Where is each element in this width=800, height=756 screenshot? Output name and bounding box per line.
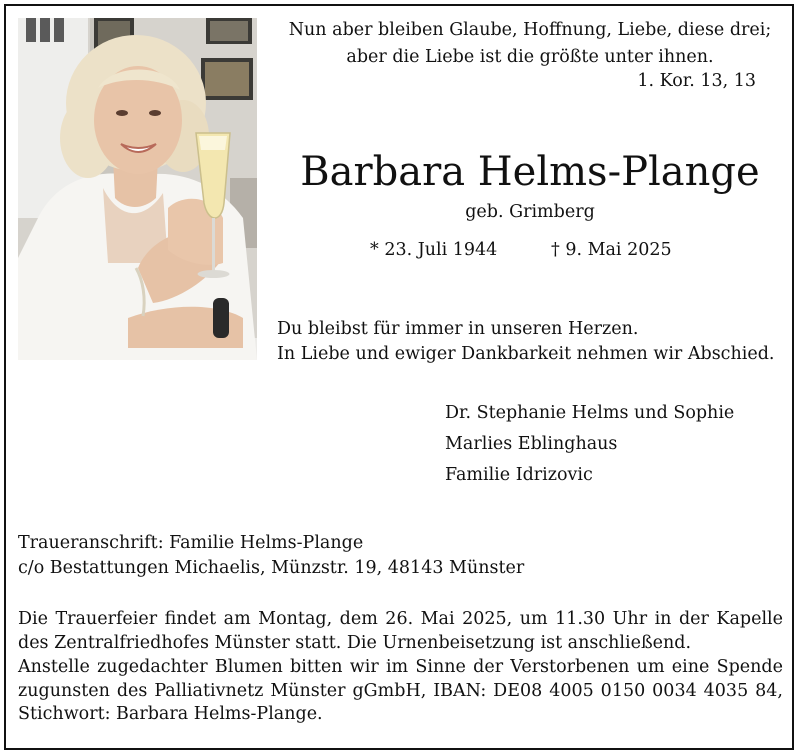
birth-date: * 23. Juli 1944 xyxy=(370,240,498,260)
mourner-name: Dr. Stephanie Helms und Sophie xyxy=(445,403,735,423)
farewell-line: In Liebe und ewiger Dankbarkeit nehmen wir Abschied. xyxy=(277,344,775,364)
bible-verse xyxy=(270,17,790,71)
address-line: Traueranschrift: Familie Helms-Plange xyxy=(18,533,364,553)
ceremony-line: Die Trauerfeier findet am Montag, dem 26. Mai 2025, um 11.30 Uhr in der Kapelle xyxy=(18,609,783,629)
ceremony-line: des Zentralfriedhofes Münster statt. Die Urnenbeisetzung ist anschließend. xyxy=(18,632,692,653)
mourners-list xyxy=(445,398,734,491)
donation-line: zugunsten des Palliativnetz Münster gGmbH, IBAN: DE08 4005 0150 0034 4035 84, xyxy=(18,680,783,701)
verse-line: aber die Liebe ist die größte unter ihnen. xyxy=(346,47,714,67)
mourning-address xyxy=(18,531,524,581)
donation-line: Stichwort: Barbara Helms-Plange. xyxy=(18,704,323,724)
donation-info xyxy=(18,656,783,727)
address-line: c/o Bestattungen Michaelis, Münzstr. 19, 48143 Münster xyxy=(18,558,525,578)
verse-line: Nun aber bleiben Glaube, Hoffnung, Liebe, diese drei; xyxy=(288,20,772,40)
deceased-name: Barbara Helms-Plange xyxy=(300,149,760,195)
portrait-photo xyxy=(18,18,257,360)
farewell-text xyxy=(277,317,774,367)
ceremony-info xyxy=(18,608,783,655)
maiden-name: geb. Grimberg xyxy=(465,202,595,222)
mourner-name: Familie Idrizovic xyxy=(445,465,593,485)
death-date: † 9. Mai 2025 xyxy=(551,240,672,260)
donation-line: Anstelle zugedachter Blumen bitten wir im Sinne der Verstorbenen um eine Spende xyxy=(18,657,783,677)
verse-reference: 1. Kor. 13, 13 xyxy=(637,71,756,91)
farewell-line: Du bleibst für immer in unseren Herzen. xyxy=(277,319,639,339)
mourner-name: Marlies Eblinghaus xyxy=(445,434,618,454)
